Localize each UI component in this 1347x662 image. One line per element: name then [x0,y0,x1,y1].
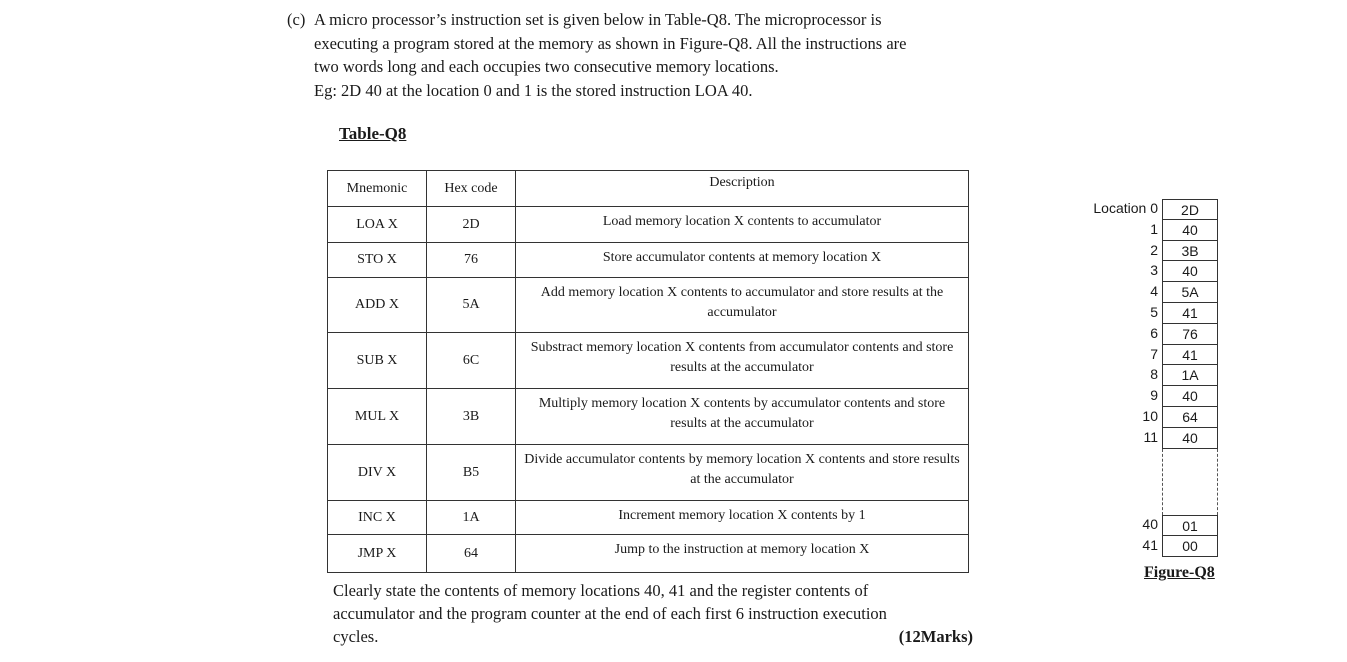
memory-location: 40 [1142,516,1158,532]
memory-location: 4 [1150,283,1158,300]
footer-question [333,579,973,648]
hex-cell: 5A [427,278,516,333]
memory-cell: 01 [1162,515,1218,536]
mnemonic-cell: DIV X [328,445,427,501]
table-title: Table-Q8 [339,124,407,143]
mnemonic-cell: MUL X [328,389,427,445]
memory-location: 2 [1150,241,1158,258]
memory-cell: 5A [1162,282,1218,303]
memory-row [1080,386,1220,407]
description-cell: Divide accumulator contents by memory location X contents and store results at the accumulator [516,445,969,501]
memory-row [1080,345,1220,366]
question-line: executing a program stored at the memory as shown in Figure-Q8. All the instructions are [314,33,907,53]
description-cell: Add memory location X contents to accumulator and store results at the accumulator [516,278,969,333]
table-row [328,278,969,333]
memory-location: 6 [1150,324,1158,341]
memory-cell: 00 [1162,536,1218,557]
memory-row [1080,261,1220,282]
table-row [328,501,969,535]
question-line: A micro processor’s instruction set is given below in Table-Q8. The microprocessor is [314,10,882,29]
hex-cell: 1A [427,501,516,535]
hex-cell: 3B [427,389,516,445]
hex-cell: 76 [427,243,516,278]
question-label: (c) [287,10,306,29]
memory-cell: 40 [1162,386,1218,407]
mnemonic-cell: ADD X [328,278,427,333]
question-line: two words long and each occupies two consecutive memory locations. [314,57,779,76]
memory-row [1080,515,1220,536]
table-row [328,389,969,445]
memory-cell: 2D [1162,199,1218,220]
memory-location: Location 0 [1093,200,1158,216]
mnemonic-cell: STO X [328,243,427,278]
memory-location: 7 [1150,345,1158,362]
header-mnemonic: Mnemonic [328,171,427,207]
memory-row [1080,365,1220,386]
question-paragraph [314,8,987,102]
memory-row [1080,199,1220,220]
hex-cell: B5 [427,445,516,501]
memory-figure [1080,199,1250,599]
question-line: Eg: 2D 40 at the location 0 and 1 is the stored instruction LOA 40. [314,80,753,100]
table-row [328,243,969,278]
memory-location: 3 [1150,262,1158,279]
memory-location: 5 [1150,304,1158,320]
table-header-row [328,171,969,207]
description-cell: Store accumulator contents at memory location X [516,243,969,278]
table-row [328,445,969,501]
description-cell: Multiply memory location X contents by accumulator contents and store results at the accumulator [516,389,969,445]
memory-cell: 64 [1162,407,1218,428]
table-row [328,207,969,243]
memory-gap-dashed [1162,449,1218,515]
hex-cell: 2D [427,207,516,243]
memory-row [1080,407,1220,428]
instruction-table [327,170,969,573]
mnemonic-cell: JMP X [328,535,427,573]
memory-row [1080,536,1220,557]
memory-cell: 41 [1162,303,1218,324]
mnemonic-cell: INC X [328,501,427,535]
hex-cell: 6C [427,333,516,389]
mnemonic-cell: SUB X [328,333,427,389]
memory-location: 9 [1150,387,1158,404]
header-hex-code: Hex code [427,171,516,207]
memory-cell: 41 [1162,345,1218,366]
memory-location: 8 [1150,366,1158,383]
description-cell: Substract memory location X contents from accumulator contents and store results at the accumulator [516,333,969,389]
memory-row [1080,324,1220,345]
memory-row [1080,303,1220,324]
hex-cell: 64 [427,535,516,573]
table-row [328,333,969,389]
memory-cell: 40 [1162,428,1218,449]
description-cell: Jump to the instruction at memory location X [516,535,969,573]
description-cell: Load memory location X contents to accumulator [516,207,969,243]
header-description: Description [516,171,969,207]
memory-row [1080,428,1220,449]
memory-location: 10 [1142,408,1158,424]
memory-cell: 40 [1162,261,1218,282]
memory-cell: 1A [1162,365,1218,386]
memory-row [1080,282,1220,303]
mnemonic-cell: LOA X [328,207,427,243]
marks-label: (12Marks) [898,627,973,646]
memory-cell: 3B [1162,241,1218,262]
table-row [328,535,969,573]
memory-location: 41 [1142,536,1158,553]
question-text [287,8,987,102]
memory-row [1080,241,1220,262]
memory-cell: 40 [1162,220,1218,241]
memory-location: 11 [1143,428,1158,445]
footer-line: Clearly state the contents of memory locations 40, 41 and the register contents of [333,581,869,600]
footer-line: accumulator and the program counter at the end of each first 6 instruction execution [333,604,887,623]
figure-title: Figure-Q8 [1144,564,1215,581]
memory-row [1080,220,1220,241]
memory-cell: 76 [1162,324,1218,345]
description-cell: Increment memory location X contents by 1 [516,501,969,535]
memory-location: 1 [1150,220,1158,237]
footer-line: cycles. [333,627,379,646]
